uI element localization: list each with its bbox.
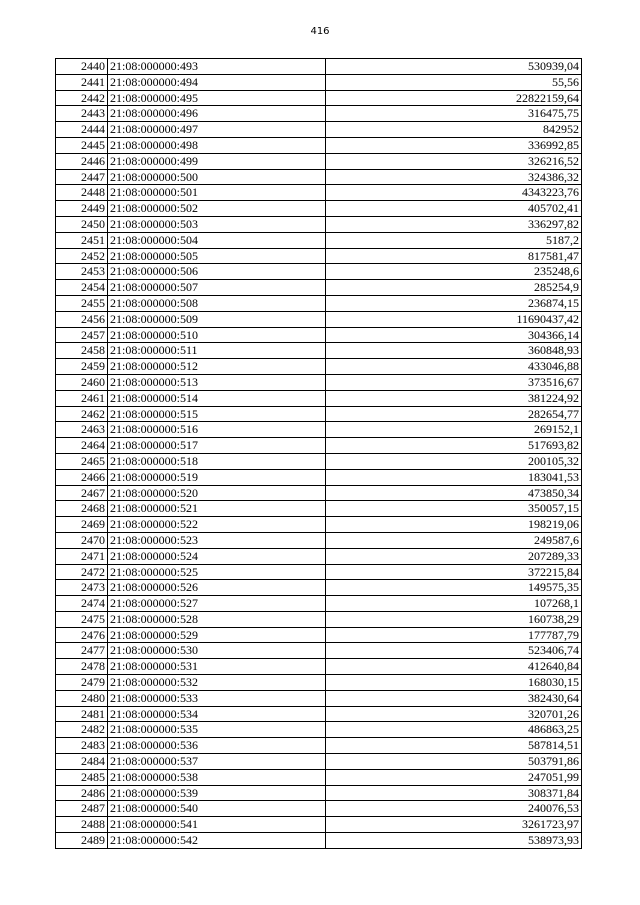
value-cell: 285254,9 — [326, 280, 582, 296]
table-row — [56, 690, 582, 706]
table-body — [56, 59, 582, 849]
cadastral-number-cell: 21:08:000000:536 — [108, 738, 326, 754]
value-cell: 336297,82 — [326, 216, 582, 232]
row-number-cell: 2466 — [56, 469, 108, 485]
table-row — [56, 295, 582, 311]
table-row — [56, 785, 582, 801]
table-row — [56, 801, 582, 817]
table-row — [56, 722, 582, 738]
row-number-cell: 2449 — [56, 201, 108, 217]
cadastral-number-cell: 21:08:000000:535 — [108, 722, 326, 738]
row-number-cell: 2482 — [56, 722, 108, 738]
cadastral-number-cell: 21:08:000000:522 — [108, 517, 326, 533]
row-number-cell: 2471 — [56, 548, 108, 564]
table-row — [56, 406, 582, 422]
cadastral-number-cell: 21:08:000000:512 — [108, 359, 326, 375]
table-row — [56, 564, 582, 580]
cadastral-number-cell: 21:08:000000:518 — [108, 453, 326, 469]
row-number-cell: 2487 — [56, 801, 108, 817]
row-number-cell: 2446 — [56, 153, 108, 169]
cadastral-number-cell: 21:08:000000:506 — [108, 264, 326, 280]
value-cell: 236874,15 — [326, 295, 582, 311]
cadastral-number-cell: 21:08:000000:507 — [108, 280, 326, 296]
cadastral-number-cell: 21:08:000000:505 — [108, 248, 326, 264]
table-row — [56, 422, 582, 438]
value-cell: 538973,93 — [326, 833, 582, 849]
value-cell: 11690437,42 — [326, 311, 582, 327]
value-cell: 308371,84 — [326, 785, 582, 801]
value-cell: 247051,99 — [326, 769, 582, 785]
table-row — [56, 106, 582, 122]
cadastral-number-cell: 21:08:000000:541 — [108, 817, 326, 833]
value-cell: 160738,29 — [326, 611, 582, 627]
cadastral-number-cell: 21:08:000000:542 — [108, 833, 326, 849]
cadastral-number-cell: 21:08:000000:528 — [108, 611, 326, 627]
cadastral-number-cell: 21:08:000000:514 — [108, 390, 326, 406]
cadastral-number-cell: 21:08:000000:496 — [108, 106, 326, 122]
value-cell: 503791,86 — [326, 754, 582, 770]
table-row — [56, 659, 582, 675]
cadastral-number-cell: 21:08:000000:500 — [108, 169, 326, 185]
value-cell: 517693,82 — [326, 438, 582, 454]
cadastral-number-cell: 21:08:000000:520 — [108, 485, 326, 501]
cadastral-number-cell: 21:08:000000:510 — [108, 327, 326, 343]
value-cell: 326216,52 — [326, 153, 582, 169]
cadastral-number-cell: 21:08:000000:526 — [108, 580, 326, 596]
value-cell: 412640,84 — [326, 659, 582, 675]
row-number-cell: 2456 — [56, 311, 108, 327]
table-row — [56, 74, 582, 90]
value-cell: 587814,51 — [326, 738, 582, 754]
value-cell: 304366,14 — [326, 327, 582, 343]
table-row — [56, 327, 582, 343]
row-number-cell: 2448 — [56, 185, 108, 201]
value-cell: 22822159,64 — [326, 90, 582, 106]
table-row — [56, 201, 582, 217]
row-number-cell: 2470 — [56, 532, 108, 548]
value-cell: 320701,26 — [326, 706, 582, 722]
value-cell: 4343223,76 — [326, 185, 582, 201]
cadastral-number-cell: 21:08:000000:513 — [108, 374, 326, 390]
value-cell: 360848,93 — [326, 343, 582, 359]
cadastral-number-cell: 21:08:000000:538 — [108, 769, 326, 785]
table-row — [56, 469, 582, 485]
table-row — [56, 90, 582, 106]
table-row — [56, 169, 582, 185]
cadastral-number-cell: 21:08:000000:504 — [108, 232, 326, 248]
value-cell: 486863,25 — [326, 722, 582, 738]
row-number-cell: 2477 — [56, 643, 108, 659]
value-cell: 149575,35 — [326, 580, 582, 596]
table-row — [56, 153, 582, 169]
row-number-cell: 2467 — [56, 485, 108, 501]
table-row — [56, 374, 582, 390]
row-number-cell: 2468 — [56, 501, 108, 517]
value-cell: 350057,15 — [326, 501, 582, 517]
table-row — [56, 137, 582, 153]
cadastral-number-cell: 21:08:000000:523 — [108, 532, 326, 548]
cadastral-number-cell: 21:08:000000:499 — [108, 153, 326, 169]
table-row — [56, 548, 582, 564]
row-number-cell: 2472 — [56, 564, 108, 580]
row-number-cell: 2479 — [56, 675, 108, 691]
row-number-cell: 2475 — [56, 611, 108, 627]
row-number-cell: 2444 — [56, 122, 108, 138]
value-cell: 240076,53 — [326, 801, 582, 817]
table-row — [56, 627, 582, 643]
cadastral-number-cell: 21:08:000000:508 — [108, 295, 326, 311]
cadastral-number-cell: 21:08:000000:530 — [108, 643, 326, 659]
row-number-cell: 2455 — [56, 295, 108, 311]
cadastral-number-cell: 21:08:000000:525 — [108, 564, 326, 580]
value-cell: 5187,2 — [326, 232, 582, 248]
row-number-cell: 2463 — [56, 422, 108, 438]
cadastral-number-cell: 21:08:000000:537 — [108, 754, 326, 770]
row-number-cell: 2484 — [56, 754, 108, 770]
table-row — [56, 311, 582, 327]
table-row — [56, 596, 582, 612]
table-row — [56, 264, 582, 280]
cadastral-number-cell: 21:08:000000:534 — [108, 706, 326, 722]
value-cell: 324386,32 — [326, 169, 582, 185]
value-cell: 336992,85 — [326, 137, 582, 153]
row-number-cell: 2464 — [56, 438, 108, 454]
row-number-cell: 2461 — [56, 390, 108, 406]
row-number-cell: 2473 — [56, 580, 108, 596]
table-row — [56, 453, 582, 469]
row-number-cell: 2452 — [56, 248, 108, 264]
value-cell: 316475,75 — [326, 106, 582, 122]
table-row — [56, 643, 582, 659]
row-number-cell: 2483 — [56, 738, 108, 754]
value-cell: 177787,79 — [326, 627, 582, 643]
row-number-cell: 2447 — [56, 169, 108, 185]
value-cell: 405702,41 — [326, 201, 582, 217]
row-number-cell: 2486 — [56, 785, 108, 801]
value-cell: 373516,67 — [326, 374, 582, 390]
table-row — [56, 817, 582, 833]
value-cell: 198219,06 — [326, 517, 582, 533]
table-row — [56, 738, 582, 754]
value-cell: 3261723,97 — [326, 817, 582, 833]
row-number-cell: 2440 — [56, 59, 108, 75]
row-number-cell: 2458 — [56, 343, 108, 359]
cadastral-number-cell: 21:08:000000:495 — [108, 90, 326, 106]
cadastral-number-cell: 21:08:000000:502 — [108, 201, 326, 217]
cadastral-number-cell: 21:08:000000:516 — [108, 422, 326, 438]
value-cell: 107268,1 — [326, 596, 582, 612]
cadastral-number-cell: 21:08:000000:540 — [108, 801, 326, 817]
page-number: 416 — [310, 26, 330, 37]
value-cell: 473850,34 — [326, 485, 582, 501]
table-row — [56, 833, 582, 849]
cadastral-number-cell: 21:08:000000:517 — [108, 438, 326, 454]
row-number-cell: 2442 — [56, 90, 108, 106]
value-cell: 817581,47 — [326, 248, 582, 264]
row-number-cell: 2454 — [56, 280, 108, 296]
value-cell: 235248,6 — [326, 264, 582, 280]
row-number-cell: 2481 — [56, 706, 108, 722]
value-cell: 269152,1 — [326, 422, 582, 438]
row-number-cell: 2478 — [56, 659, 108, 675]
cadastral-number-cell: 21:08:000000:527 — [108, 596, 326, 612]
table-row — [56, 611, 582, 627]
table-row — [56, 248, 582, 264]
row-number-cell: 2462 — [56, 406, 108, 422]
row-number-cell: 2489 — [56, 833, 108, 849]
row-number-cell: 2474 — [56, 596, 108, 612]
table-row — [56, 232, 582, 248]
cadastral-number-cell: 21:08:000000:498 — [108, 137, 326, 153]
table-row — [56, 59, 582, 75]
cadastral-number-cell: 21:08:000000:519 — [108, 469, 326, 485]
table-row — [56, 501, 582, 517]
cadastral-number-cell: 21:08:000000:509 — [108, 311, 326, 327]
table-row — [56, 280, 582, 296]
cadastral-number-cell: 21:08:000000:539 — [108, 785, 326, 801]
value-cell: 200105,32 — [326, 453, 582, 469]
row-number-cell: 2465 — [56, 453, 108, 469]
cadastral-number-cell: 21:08:000000:501 — [108, 185, 326, 201]
row-number-cell: 2451 — [56, 232, 108, 248]
row-number-cell: 2445 — [56, 137, 108, 153]
row-number-cell: 2469 — [56, 517, 108, 533]
value-cell: 183041,53 — [326, 469, 582, 485]
row-number-cell: 2488 — [56, 817, 108, 833]
table-row — [56, 754, 582, 770]
row-number-cell: 2453 — [56, 264, 108, 280]
table-row — [56, 359, 582, 375]
cadastral-number-cell: 21:08:000000:521 — [108, 501, 326, 517]
row-number-cell: 2480 — [56, 690, 108, 706]
table-row — [56, 532, 582, 548]
table-row — [56, 769, 582, 785]
table-row — [56, 706, 582, 722]
row-number-cell: 2441 — [56, 74, 108, 90]
value-cell: 842952 — [326, 122, 582, 138]
value-cell: 372215,84 — [326, 564, 582, 580]
table-row — [56, 216, 582, 232]
cadastral-number-cell: 21:08:000000:515 — [108, 406, 326, 422]
row-number-cell: 2443 — [56, 106, 108, 122]
table-row — [56, 580, 582, 596]
row-number-cell: 2476 — [56, 627, 108, 643]
value-cell: 282654,77 — [326, 406, 582, 422]
row-number-cell: 2457 — [56, 327, 108, 343]
cadastral-number-cell: 21:08:000000:524 — [108, 548, 326, 564]
value-cell: 168030,15 — [326, 675, 582, 691]
cadastral-number-cell: 21:08:000000:503 — [108, 216, 326, 232]
table-row — [56, 122, 582, 138]
cadastral-number-cell: 21:08:000000:511 — [108, 343, 326, 359]
value-cell: 381224,92 — [326, 390, 582, 406]
table-row — [56, 485, 582, 501]
table-row — [56, 675, 582, 691]
value-cell: 207289,33 — [326, 548, 582, 564]
cadastral-number-cell: 21:08:000000:533 — [108, 690, 326, 706]
table-row — [56, 438, 582, 454]
value-cell: 523406,74 — [326, 643, 582, 659]
cadastral-number-cell: 21:08:000000:529 — [108, 627, 326, 643]
cadastral-number-cell: 21:08:000000:494 — [108, 74, 326, 90]
value-cell: 55,56 — [326, 74, 582, 90]
cadastral-value-table — [55, 58, 582, 849]
row-number-cell: 2459 — [56, 359, 108, 375]
value-cell: 433046,88 — [326, 359, 582, 375]
cadastral-number-cell: 21:08:000000:532 — [108, 675, 326, 691]
table-row — [56, 517, 582, 533]
cadastral-number-cell: 21:08:000000:497 — [108, 122, 326, 138]
value-cell: 530939,04 — [326, 59, 582, 75]
cadastral-number-cell: 21:08:000000:493 — [108, 59, 326, 75]
row-number-cell: 2460 — [56, 374, 108, 390]
value-cell: 249587,6 — [326, 532, 582, 548]
table-row — [56, 185, 582, 201]
table-row — [56, 343, 582, 359]
row-number-cell: 2485 — [56, 769, 108, 785]
row-number-cell: 2450 — [56, 216, 108, 232]
cadastral-number-cell: 21:08:000000:531 — [108, 659, 326, 675]
table-row — [56, 390, 582, 406]
value-cell: 382430,64 — [326, 690, 582, 706]
